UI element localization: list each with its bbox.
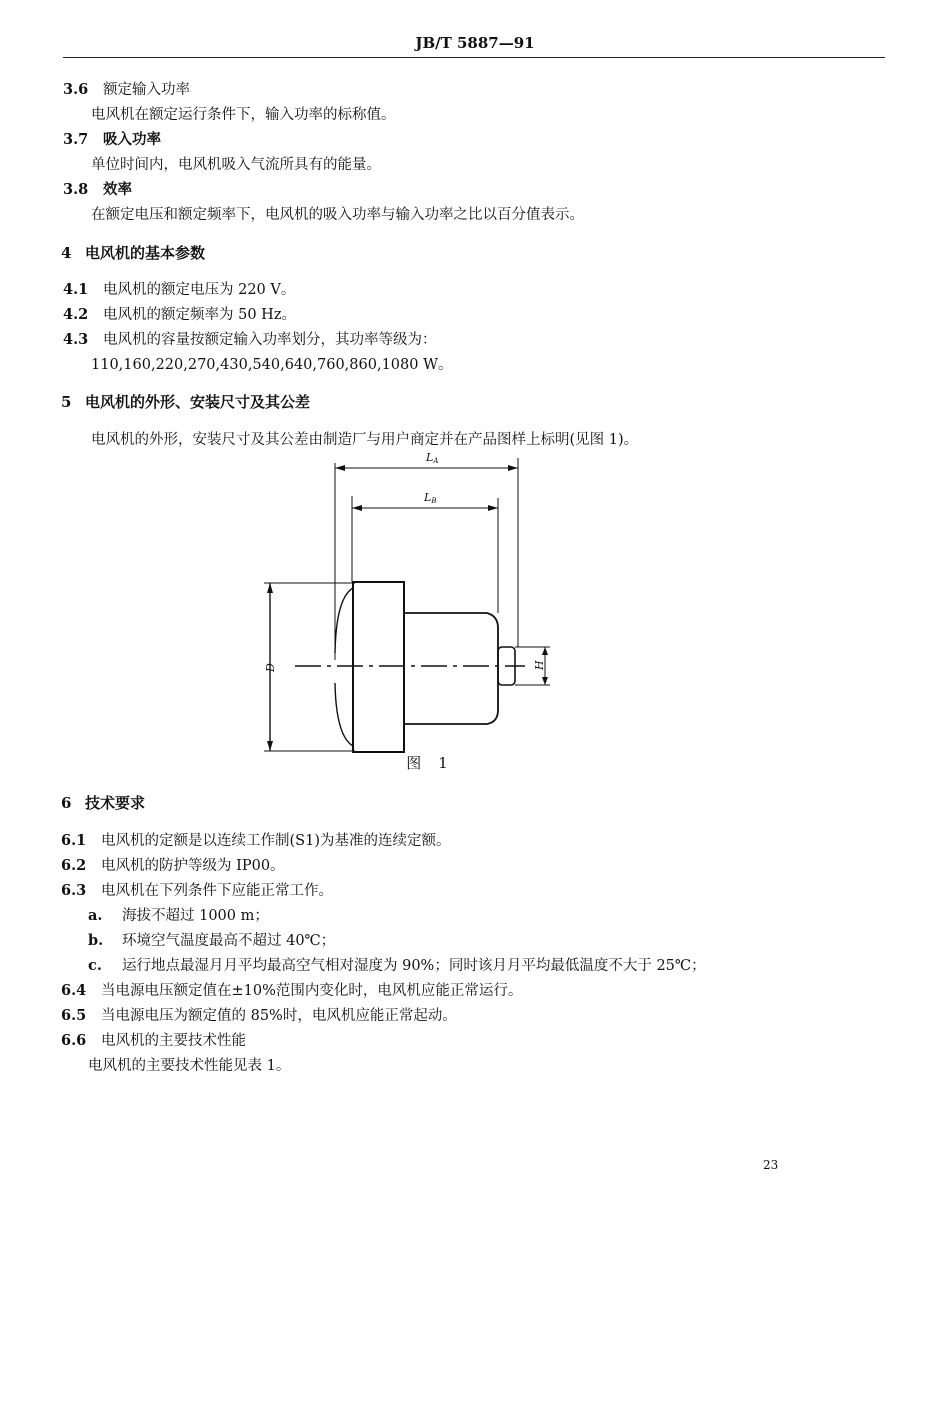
condition-text: 运行地点最湿月月平均最高空气相对湿度为 90%；同时该月月平均最低温度不大于 25℃；	[122, 958, 706, 974]
item-6-5	[61, 1004, 457, 1025]
label-d: D	[264, 663, 277, 672]
section-title: 电风机的基本参数	[85, 244, 206, 262]
item-6-2	[61, 854, 285, 875]
condition-b	[88, 929, 335, 950]
arrow-h-bottom	[542, 677, 548, 685]
item-3-6-heading	[63, 78, 190, 99]
arrow-d-top	[267, 583, 273, 593]
arrow-h-top	[542, 647, 548, 655]
section-number: 4	[61, 244, 72, 262]
item-text: 电风机的定额是以连续工作制(S1)为基准的连续定额。	[101, 833, 451, 849]
item-6-1	[61, 829, 450, 850]
section-6-heading	[61, 792, 145, 813]
item-number: 3.8	[63, 181, 89, 198]
figure-caption: 图 1	[406, 754, 449, 772]
label-la-sub: A	[433, 457, 439, 465]
item-text: 电风机的容量按额定输入功率划分，其功率等级为：	[103, 332, 437, 348]
item-number: 6.5	[61, 1007, 87, 1024]
item-text: 电风机在下列条件下应能正常工作。	[101, 883, 333, 899]
page-number: 23	[763, 1158, 779, 1172]
section-title: 电风机的外形、安装尺寸及其公差	[85, 393, 311, 411]
section-4-heading	[61, 242, 205, 263]
item-text: 当电源电压为额定值的 85%时，电风机应能正常起动。	[101, 1008, 457, 1024]
item-number: 6.2	[61, 857, 87, 874]
condition-label: b.	[88, 932, 104, 949]
arrow-lb-right	[488, 505, 498, 511]
item-number: 6.1	[61, 832, 87, 849]
item-3-6-body: 电风机在额定运行条件下，输入功率的标称值。	[91, 107, 396, 123]
item-number: 3.6	[63, 81, 89, 98]
section-title: 技术要求	[85, 794, 146, 812]
arrow-la-right	[508, 465, 518, 471]
arrow-la-left	[335, 465, 345, 471]
item-text: 电风机的额定频率为 50 Hz。	[103, 307, 296, 323]
header-rule	[63, 57, 885, 58]
item-text: 电风机的主要技术性能	[101, 1033, 246, 1049]
condition-c	[88, 954, 706, 975]
item-number: 4.3	[63, 331, 89, 348]
item-number: 4.1	[63, 281, 89, 298]
condition-text: 环境空气温度最高不超过 40℃；	[122, 933, 336, 949]
item-3-7-body: 单位时间内，电风机吸入气流所具有的能量。	[91, 157, 381, 173]
section-number: 5	[61, 393, 72, 411]
label-lb-main: L	[424, 491, 432, 504]
item-number: 4.2	[63, 306, 89, 323]
section-5-body: 电风机的外形，安装尺寸及其公差由制造厂与用户商定并在产品图样上标明(见图 1)。	[91, 432, 639, 448]
item-6-6	[61, 1029, 246, 1050]
item-6-6-body: 电风机的主要技术性能见表 1。	[88, 1058, 291, 1074]
item-number: 6.3	[61, 882, 87, 899]
label-la	[425, 451, 438, 465]
motor-body	[404, 613, 498, 724]
condition-label: c.	[88, 957, 102, 974]
item-number: 6.4	[61, 982, 87, 999]
item-3-7-heading	[63, 128, 161, 149]
label-lb	[423, 491, 436, 505]
item-4-3	[63, 328, 437, 349]
intake-curve-bottom	[335, 683, 353, 746]
condition-a	[88, 904, 269, 925]
label-la-main: L	[426, 451, 434, 464]
item-text: 电风机的防护等级为 IP00。	[101, 858, 285, 874]
item-4-1	[63, 278, 295, 299]
item-3-8-heading	[63, 178, 132, 199]
section-number: 6	[61, 794, 72, 812]
impeller-housing	[353, 582, 404, 752]
item-number: 3.7	[63, 131, 89, 148]
item-3-8-body: 在额定电压和额定频率下，电风机的吸入功率与输入功率之比以百分值表示。	[91, 207, 584, 223]
label-lb-sub: B	[431, 497, 437, 505]
figure-1-drawing	[250, 448, 570, 758]
item-text: 当电源电压额定值在±10%范围内变化时，电风机应能正常运行。	[101, 983, 523, 999]
section-5-heading	[61, 391, 310, 412]
item-title: 效率	[103, 181, 132, 198]
item-6-3	[61, 879, 333, 900]
label-h: H	[533, 660, 546, 670]
power-levels: 110,160,220,270,430,540,640,760,860,1080 W。	[91, 357, 453, 373]
document-code: JB/T 5887—91	[415, 34, 535, 52]
item-title: 额定输入功率	[103, 82, 190, 98]
item-6-4	[61, 979, 522, 1000]
item-title: 吸入功率	[103, 131, 161, 148]
intake-curve-top	[335, 588, 353, 653]
item-4-2	[63, 303, 296, 324]
item-text: 电风机的额定电压为 220 V。	[103, 282, 296, 298]
condition-text: 海拔不超过 1000 m；	[122, 908, 269, 924]
condition-label: a.	[88, 907, 103, 924]
arrow-lb-left	[352, 505, 362, 511]
item-number: 6.6	[61, 1032, 87, 1049]
arrow-d-bottom	[267, 741, 273, 751]
